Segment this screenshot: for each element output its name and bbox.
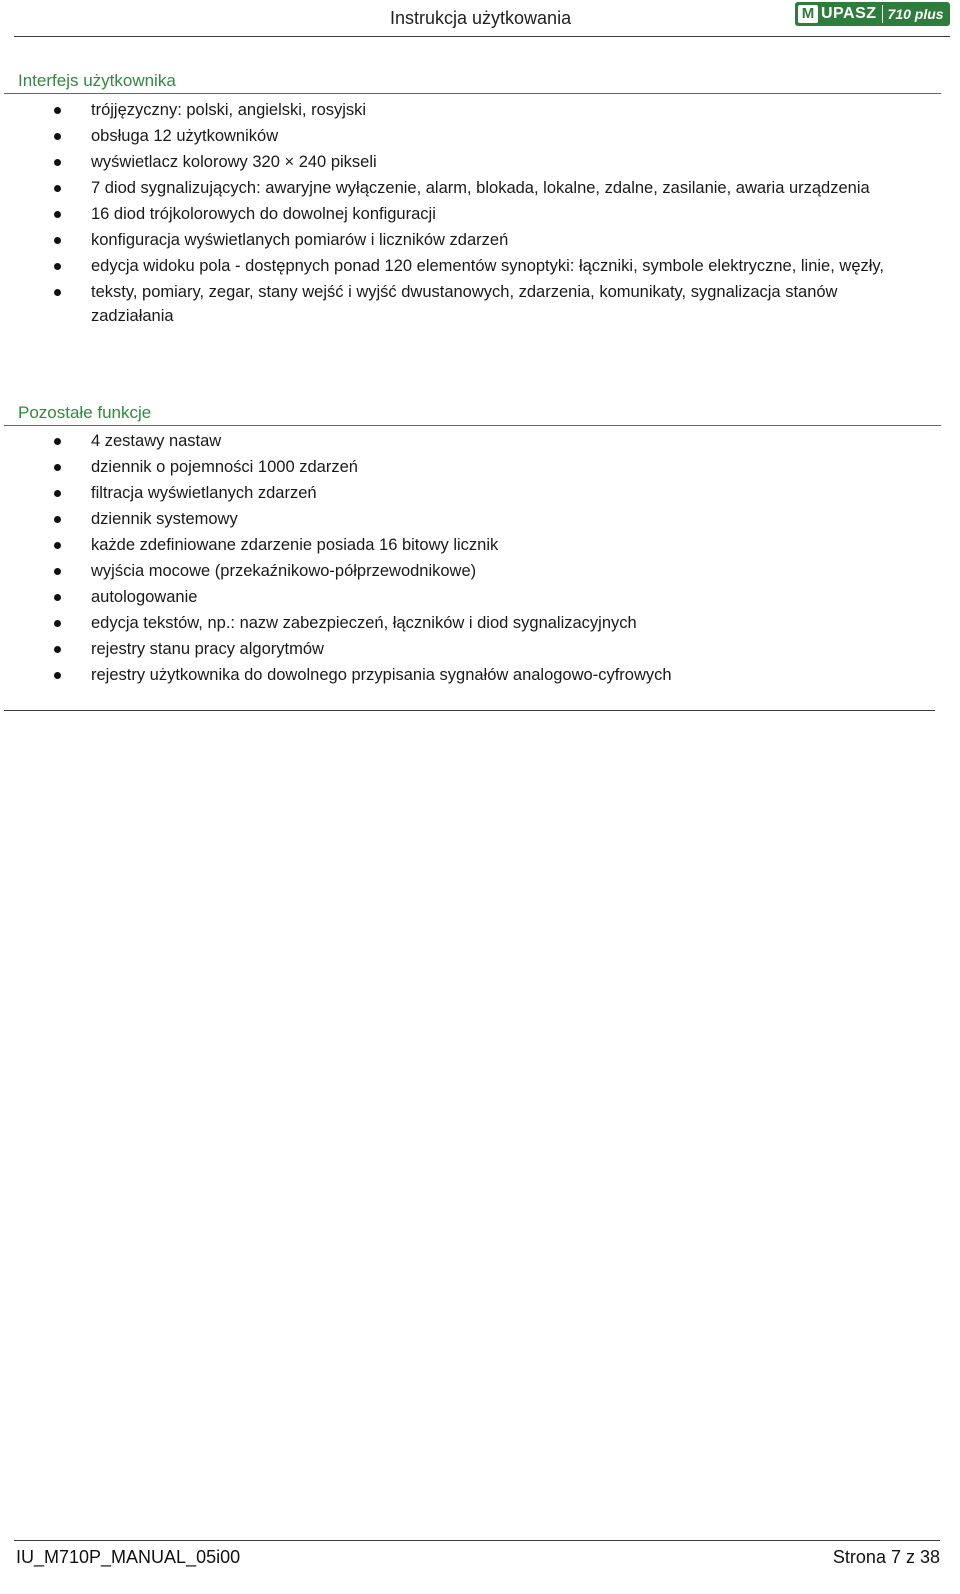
list-item-text: rejestry stanu pracy algorytmów (91, 640, 324, 658)
list-item (0, 124, 900, 148)
list-item (0, 429, 900, 453)
list-item (0, 202, 900, 226)
list-item-text: teksty, pomiary, zegar, stany wejść i wyjść dwustanowych, zdarzenia, komunikaty, sygnalizacja stanów zadziałania (91, 283, 838, 325)
bullet-icon (54, 438, 61, 445)
section-end-divider (4, 710, 935, 711)
list-item-text: każde zdefiniowane zdarzenie posiada 16 bitowy licznik (91, 536, 499, 554)
bullet-icon (54, 107, 61, 114)
list-item-text: edycja tekstów, np.: nazw zabezpieczeń, łączników i diod sygnalizacyjnych (91, 614, 637, 632)
bullet-icon (54, 263, 61, 270)
list-item-text: 4 zestawy nastaw (91, 432, 222, 450)
bullet-icon (54, 464, 61, 471)
bullet-icon (54, 646, 61, 653)
list-item-text: rejestry użytkownika do dowolnego przypisania sygnałów analogowo-cyfrowych (91, 666, 672, 684)
bullet-icon (54, 289, 61, 296)
list-item (0, 533, 900, 557)
document-code: IU_M710P_MANUAL_05i00 (16, 1547, 241, 1567)
list-item (0, 507, 900, 531)
page-number: Strona 7 z 38 (832, 1547, 940, 1567)
bullet-icon (54, 594, 61, 601)
list-item (0, 455, 900, 479)
list-item (0, 150, 900, 174)
header-title: Instrukcja użytkowania (390, 8, 572, 28)
bullet-icon (54, 211, 61, 218)
list-item-text: dziennik systemowy (91, 510, 238, 528)
feature-list-user-interface (0, 98, 900, 330)
brand-logo (795, 2, 950, 26)
bullet-icon (54, 672, 61, 679)
list-item (0, 280, 900, 328)
bullet-icon (54, 159, 61, 166)
page-footer (14, 1540, 940, 1581)
bullet-icon (54, 620, 61, 627)
list-item (0, 228, 900, 252)
list-item (0, 559, 900, 583)
list-item-text: trójjęzyczny: polski, angielski, rosyjski (91, 101, 367, 119)
brand-logo-divider (882, 5, 883, 23)
list-item-text: dziennik o pojemności 1000 zdarzeń (91, 458, 358, 476)
section-heading-other-functions: Pozostałe funkcje (4, 403, 941, 426)
list-item-text: 16 diod trójkolorowych do dowolnej konfiguracji (91, 205, 436, 223)
list-item (0, 663, 900, 687)
section-heading-user-interface: Interfejs użytkownika (4, 71, 941, 94)
list-item (0, 585, 900, 609)
bullet-icon (54, 237, 61, 244)
list-item-text: wyjścia mocowe (przekaźnikowo-półprzewodnikowe) (91, 562, 477, 580)
brand-logo-name: UPASZ (821, 5, 877, 22)
bullet-icon (54, 542, 61, 549)
list-item (0, 254, 900, 278)
bullet-icon (54, 568, 61, 575)
list-item-text: konfiguracja wyświetlanych pomiarów i liczników zdarzeń (91, 231, 509, 249)
brand-logo-model: 710 plus (887, 6, 944, 22)
list-item (0, 637, 900, 661)
feature-list-other-functions (0, 429, 900, 689)
bullet-icon (54, 133, 61, 140)
list-item-text: wyświetlacz kolorowy 320 × 240 pikseli (91, 153, 377, 171)
bullet-icon (54, 516, 61, 523)
list-item (0, 98, 900, 122)
list-item-text: 7 diod sygnalizujących: awaryjne wyłączenie, alarm, blokada, lokalne, zdalne, zasilanie, awaria urządzenia (91, 179, 870, 197)
list-item (0, 481, 900, 505)
bullet-icon (54, 490, 61, 497)
list-item-text: edycja widoku pola - dostępnych ponad 120 elementów synoptyki: łączniki, symbole elektryczne, linie, węzły, (91, 257, 885, 275)
list-item-text: obsługa 12 użytkowników (91, 127, 279, 145)
list-item-text: autologowanie (91, 588, 198, 606)
bullet-icon (54, 185, 61, 192)
brand-logo-mark: M (798, 5, 818, 23)
list-item-text: filtracja wyświetlanych zdarzeń (91, 484, 317, 502)
list-item (0, 611, 900, 635)
page-header (14, 0, 950, 37)
list-item (0, 176, 900, 200)
